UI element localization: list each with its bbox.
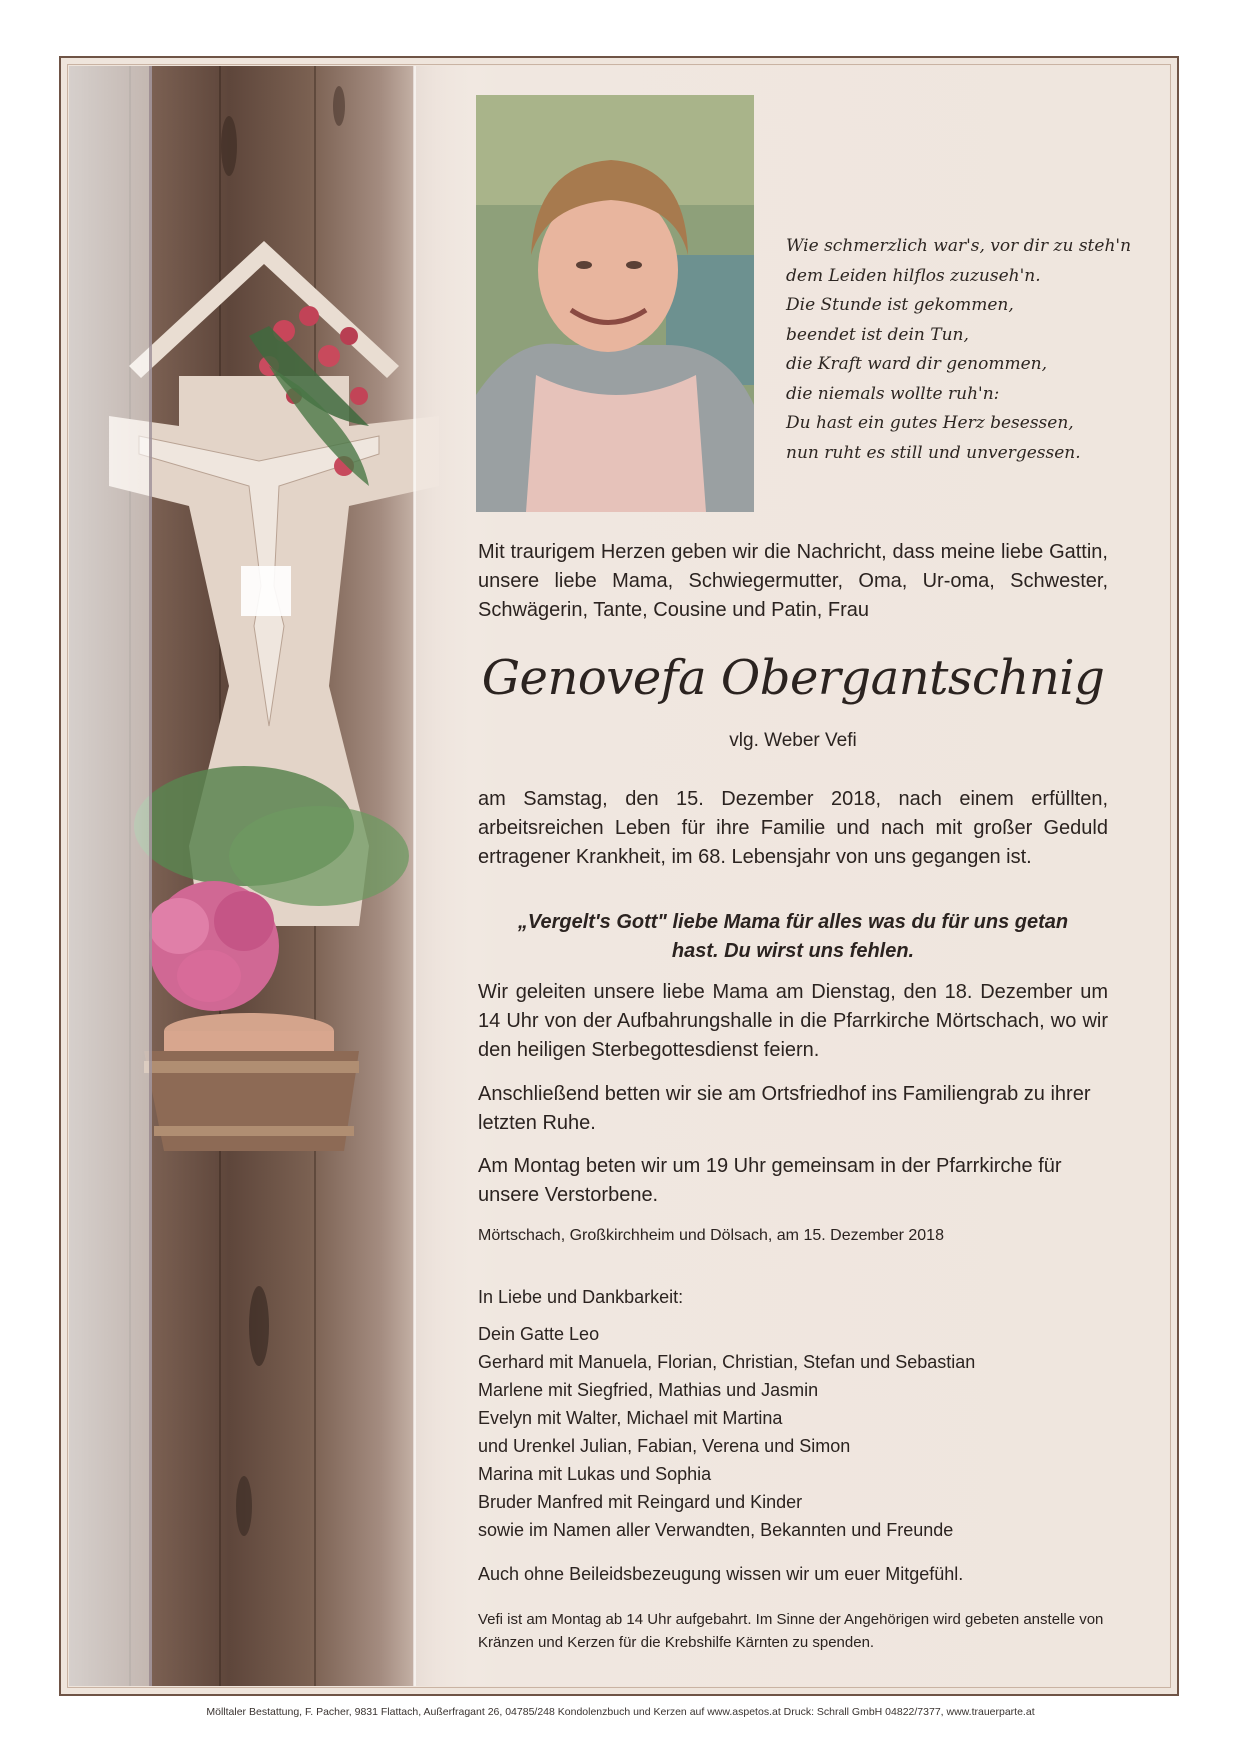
- poem-line: nun ruht es still und unvergessen.: [786, 442, 1081, 463]
- poem-line: dem Leiden hilflos zuzuseh'n.: [786, 265, 1041, 286]
- poem-line: Die Stunde ist gekommen,: [786, 295, 1014, 315]
- mourner-line: Evelyn mit Walter, Michael mit Martina: [478, 1408, 783, 1428]
- footer-imprint: Mölltaler Bestattung, F. Pacher, 9831 Flattach, Außerfragant 26, 04785/248 Kondolenzbuch und Kerzen auf www.aspetos.at Druck: Schrall GmbH 04822/7377, www.trauerparte.at: [206, 1706, 1035, 1718]
- funeral-paragraph: Wir geleiten unsere liebe Mama am Dienstag, den 18. Dezember um 14 Uhr von der Aufbahrungshalle in die Pfarrkirche Mörtschach, wo wir den heiligen Sterbegottesdienst feiern.: [478, 981, 1108, 1061]
- deceased-name: Genovefa Obergantschnig: [481, 650, 1105, 706]
- intro-paragraph: Mit traurigem Herzen geben wir die Nachricht, dass meine liebe Gattin, unsere liebe Mama, Schwiegermutter, Oma, Ur-oma, Schwester, Schwägerin, Tante, Cousine und Patin, Frau: [478, 541, 1108, 621]
- quote-line: hast. Du wirst uns fehlen.: [671, 940, 915, 962]
- portrait-image: [476, 95, 754, 512]
- mourner-line: Dein Gatte Leo: [478, 1324, 600, 1344]
- poem-line: die niemals wollte ruh'n:: [786, 383, 1000, 404]
- burial-paragraph: Anschließend betten wir sie am Ortsfriedhof ins Familiengrab zu ihrer letzten Ruhe.: [478, 1083, 1091, 1134]
- poem-line: Du hast ein gutes Herz besessen,: [786, 413, 1074, 433]
- mourner-line: Marina mit Lukas und Sophia: [478, 1464, 712, 1484]
- decorative-strip: [69, 66, 152, 1686]
- mourner-line: sowie im Namen aller Verwandten, Bekannten und Freunde: [478, 1520, 954, 1540]
- mourners-heading: In Liebe und Dankbarkeit:: [478, 1287, 684, 1307]
- divider: [413, 66, 416, 1686]
- mourners-list: [478, 1320, 1108, 1544]
- death-paragraph: am Samstag, den 15. Dezember 2018, nach einem erfüllten, arbeitsreichen Leben für ihre Familie und nach mit großer Geduld ertragener Krankheit, im 68. Lebensjahr von uns gegangen ist.: [478, 788, 1108, 868]
- mourner-line: und Urenkel Julian, Fabian, Verena und Simon: [478, 1436, 851, 1456]
- farewell-quote: [478, 908, 1108, 966]
- deceased-portrait: [476, 95, 754, 512]
- poem-line: Wie schmerzlich war's, vor dir zu steh'n: [786, 236, 1132, 256]
- place-date: Mörtschach, Großkirchheim und Dölsach, am 15. Dezember 2018: [478, 1227, 944, 1244]
- mourner-line: Gerhard mit Manuela, Florian, Christian, Stefan und Sebastian: [478, 1352, 976, 1372]
- poem: [786, 232, 1132, 468]
- mourner-line: Bruder Manfred mit Reingard und Kinder: [478, 1492, 803, 1512]
- viewing-note: Vefi ist am Montag ab 14 Uhr aufgebahrt. Im Sinne der Angehörigen wird gebeten anstelle von Kränzen und Kerzen für die Krebshilfe Kärnten zu spenden.: [478, 1611, 1104, 1651]
- poem-line: beendet ist dein Tun,: [786, 324, 969, 345]
- condolence-note: Auch ohne Beileidsbezeugung wissen wir um euer Mitgefühl.: [478, 1564, 964, 1584]
- quote-line: „Vergelt's Gott" liebe Mama für alles was du für uns getan: [517, 911, 1069, 933]
- mourner-line: Marlene mit Siegfried, Mathias und Jasmin: [478, 1380, 819, 1400]
- poem-line: die Kraft ward dir genommen,: [786, 354, 1048, 374]
- prayer-paragraph: Am Montag beten wir um 19 Uhr gemeinsam in der Pfarrkirche für unsere Verstorbene.: [478, 1155, 1062, 1206]
- deceased-nickname: vlg. Weber Vefi: [729, 730, 857, 751]
